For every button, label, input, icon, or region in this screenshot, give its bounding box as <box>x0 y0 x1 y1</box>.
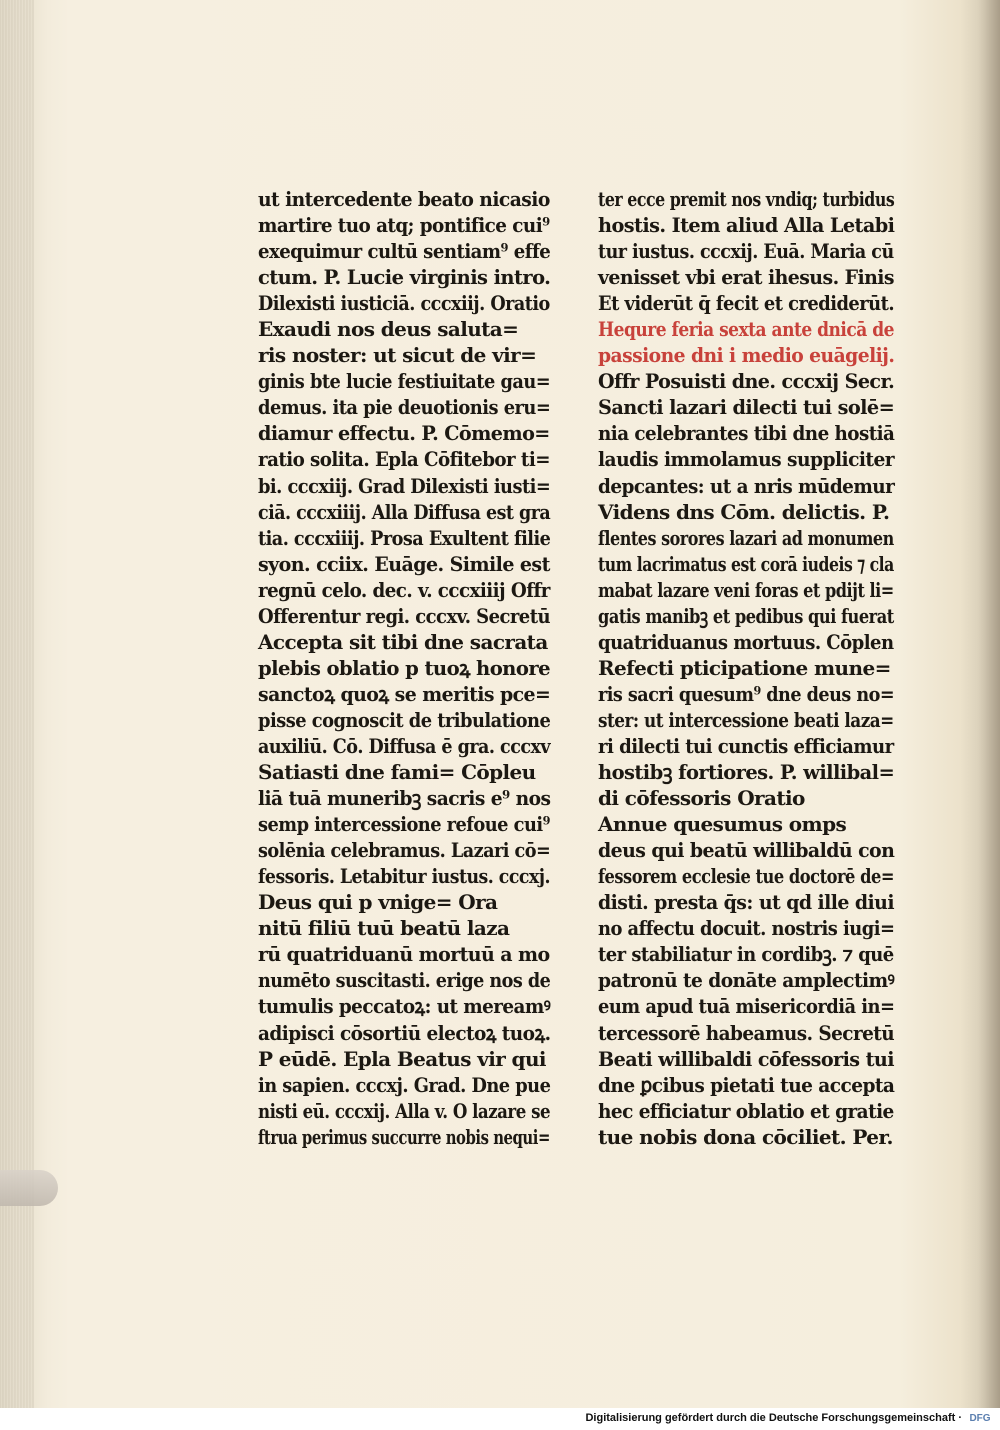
text-line: liā tuā muneribꝫ sacris e⁹ nos <box>258 786 551 811</box>
text-line: depcantes: ut a nris mūdemur <box>598 473 895 498</box>
text-line: mabat lazare veni foras et pdijt li= <box>598 577 894 602</box>
text-line: Offr Posuisti dne. cccxij Secr. <box>598 369 895 394</box>
text-line: Accepta sit tibi dne sacrata <box>258 629 548 654</box>
text-line: passione dni i medio euāgelij. <box>598 343 895 368</box>
text-line: ster: ut intercessione beati laza= <box>598 707 894 732</box>
text-line: Deus qui p vnige= Ora <box>258 890 498 915</box>
text-line: ri dilecti tui cunctis efficiamur <box>598 733 894 758</box>
text-line: no affectu docuit. nostris iugi= <box>598 916 895 941</box>
text-line: Beati willibaldi cōfessoris tui <box>598 1046 894 1071</box>
text-line: plebis oblatio p tuoꝝ honore <box>258 655 550 680</box>
right-text-column <box>598 186 894 1150</box>
text-line: pisse cognoscit de tribulatione <box>258 707 551 732</box>
text-line: in sapien. cccxj. Grad. Dne pue <box>258 1072 551 1097</box>
text-line: demus. ita pie deuotionis eru= <box>258 395 551 420</box>
text-line: dne ꝑcibus pietati tue accepta <box>598 1072 895 1097</box>
text-line: tum lacrimatus est corā iudeis ⁊ cla <box>598 551 894 576</box>
dfg-logo: DFG <box>969 1413 991 1424</box>
text-line: Annue quesumus omps <box>598 812 847 837</box>
text-line: adipisci cōsortiū electoꝝ tuoꝝ. <box>258 1020 551 1045</box>
text-line: ginis bte lucie festiuitate gau= <box>258 369 551 394</box>
text-line: Dilexisti iusticiā. cccxiij. Oratio <box>258 291 550 316</box>
text-line: hostis. Item aliud Alla Letabi <box>598 213 895 238</box>
text-line: solēnia celebramus. Lazari cō= <box>258 838 551 863</box>
text-line: Offerentur regi. cccxv. Secretū <box>258 603 550 628</box>
text-line: ter stabiliatur in cordibꝫ. ⁊ quē <box>598 942 894 967</box>
text-line: Sancti lazari dilecti tui solē= <box>598 395 895 420</box>
text-line: tue nobis dona cōciliet. Per. <box>598 1124 893 1149</box>
dfg-credit-text: Digitalisierung gefördert durch die Deutsche Forschungsgemeinschaft · <box>585 1412 962 1424</box>
text-line: quatriduanus mortuus. Cōplen <box>598 629 894 654</box>
text-line: sanctoꝝ quoꝝ se meritis pce= <box>258 681 551 706</box>
text-line: tercessorē habeamus. Secretū <box>598 1020 895 1045</box>
text-line: gatis manibꝫ et pedibus qui fuerat <box>598 603 894 628</box>
text-line: laudis immolamus suppliciter <box>598 447 895 472</box>
book-clamp-strip <box>0 1170 58 1206</box>
text-line: tur iustus. cccxij. Euā. Maria cū <box>598 239 894 264</box>
text-line: numēto suscitasti. erige nos de <box>258 968 551 993</box>
text-line: ut intercedente beato nicasio <box>258 187 550 211</box>
text-line: nitū filiū tuū beatū laza <box>258 916 510 941</box>
text-line: hec efficiatur oblatio et gratie <box>598 1098 894 1123</box>
text-line: ris noster: ut sicut de vir= <box>258 343 537 368</box>
text-line: Satiasti dne fami= Cōpleu <box>258 760 536 785</box>
text-line: Videns dns Cōm. delictis. P. <box>598 499 890 524</box>
text-line: syon. cciix. Euāge. Simile est <box>258 551 550 576</box>
text-line: ratio solita. Epla Cōfitebor ti= <box>258 447 550 472</box>
text-line: regnū celo. dec. v. cccxiiij Offr <box>258 577 550 602</box>
text-line: P eūdē. Epla Beatus vir qui <box>258 1046 546 1071</box>
text-line: diamur effectu. P. Cōmemo= <box>258 421 550 446</box>
text-line: disti. presta q̄s: ut qd ille diui <box>598 890 894 915</box>
gutter-shadow <box>978 0 1000 1408</box>
text-line: venisset vbi erat ihesus. Finis <box>598 265 894 290</box>
text-line: di cōfessoris Oratio <box>598 786 805 811</box>
text-line: fessorem ecclesie tue doctorē de= <box>598 864 894 889</box>
text-line: rū quatriduanū mortuū a mo <box>258 942 550 967</box>
text-line: ctum. P. Lucie virginis intro. <box>258 265 551 290</box>
text-line: nisti eū. cccxij. Alla v. O lazare se <box>258 1098 551 1123</box>
text-line: semp intercessione refoue cui⁹ <box>258 812 550 837</box>
text-line: Refecti pticipatione mune= <box>598 655 891 680</box>
text-line: martire tuo atq; pontifice cui⁹ <box>258 213 550 238</box>
text-line: ciā. cccxiiij. Alla Diffusa est gra <box>258 499 551 524</box>
text-line: tia. cccxiiij. Prosa Exultent filie <box>258 525 551 550</box>
text-line: Exaudi nos deus saluta= <box>258 317 519 342</box>
text-line: fessoris. Letabitur iustus. cccxj. <box>258 864 550 889</box>
text-line: ter ecce premit nos vndiq; turbidus <box>598 187 895 211</box>
text-line: hostibꝫ fortiores. P. willibal= <box>598 760 895 785</box>
text-line: ftrua perimus succurre nobis nequi= <box>258 1124 550 1149</box>
text-line: Hequre feria sexta ante dnicā de <box>598 317 894 342</box>
text-line: tumulis peccatoꝝ: ut mereamꝰ <box>258 994 551 1019</box>
text-line: auxiliū. Cō. Diffusa ē gra. cccxv <box>258 733 551 758</box>
text-line: deus qui beatū willibaldū con <box>598 838 895 863</box>
text-line: nia celebrantes tibi dne hostiā <box>598 421 895 446</box>
text-line: exequimur cultū sentiam⁹ effe <box>258 239 551 264</box>
text-line: patronū te donāte amplectimꝰ <box>598 968 895 993</box>
text-line: eum apud tuā misericordiā in= <box>598 994 895 1019</box>
left-text-column <box>258 186 550 1150</box>
text-line: bi. cccxiij. Grad Dilexisti iusti= <box>258 473 551 498</box>
text-line: ris sacri quesum⁹ dne deus no= <box>598 681 895 706</box>
text-line: flentes sorores lazari ad monumen <box>598 525 894 550</box>
footer-bar <box>0 1408 1000 1430</box>
text-line: Et viderūt q̄ fecit et crediderūt. <box>598 291 895 316</box>
